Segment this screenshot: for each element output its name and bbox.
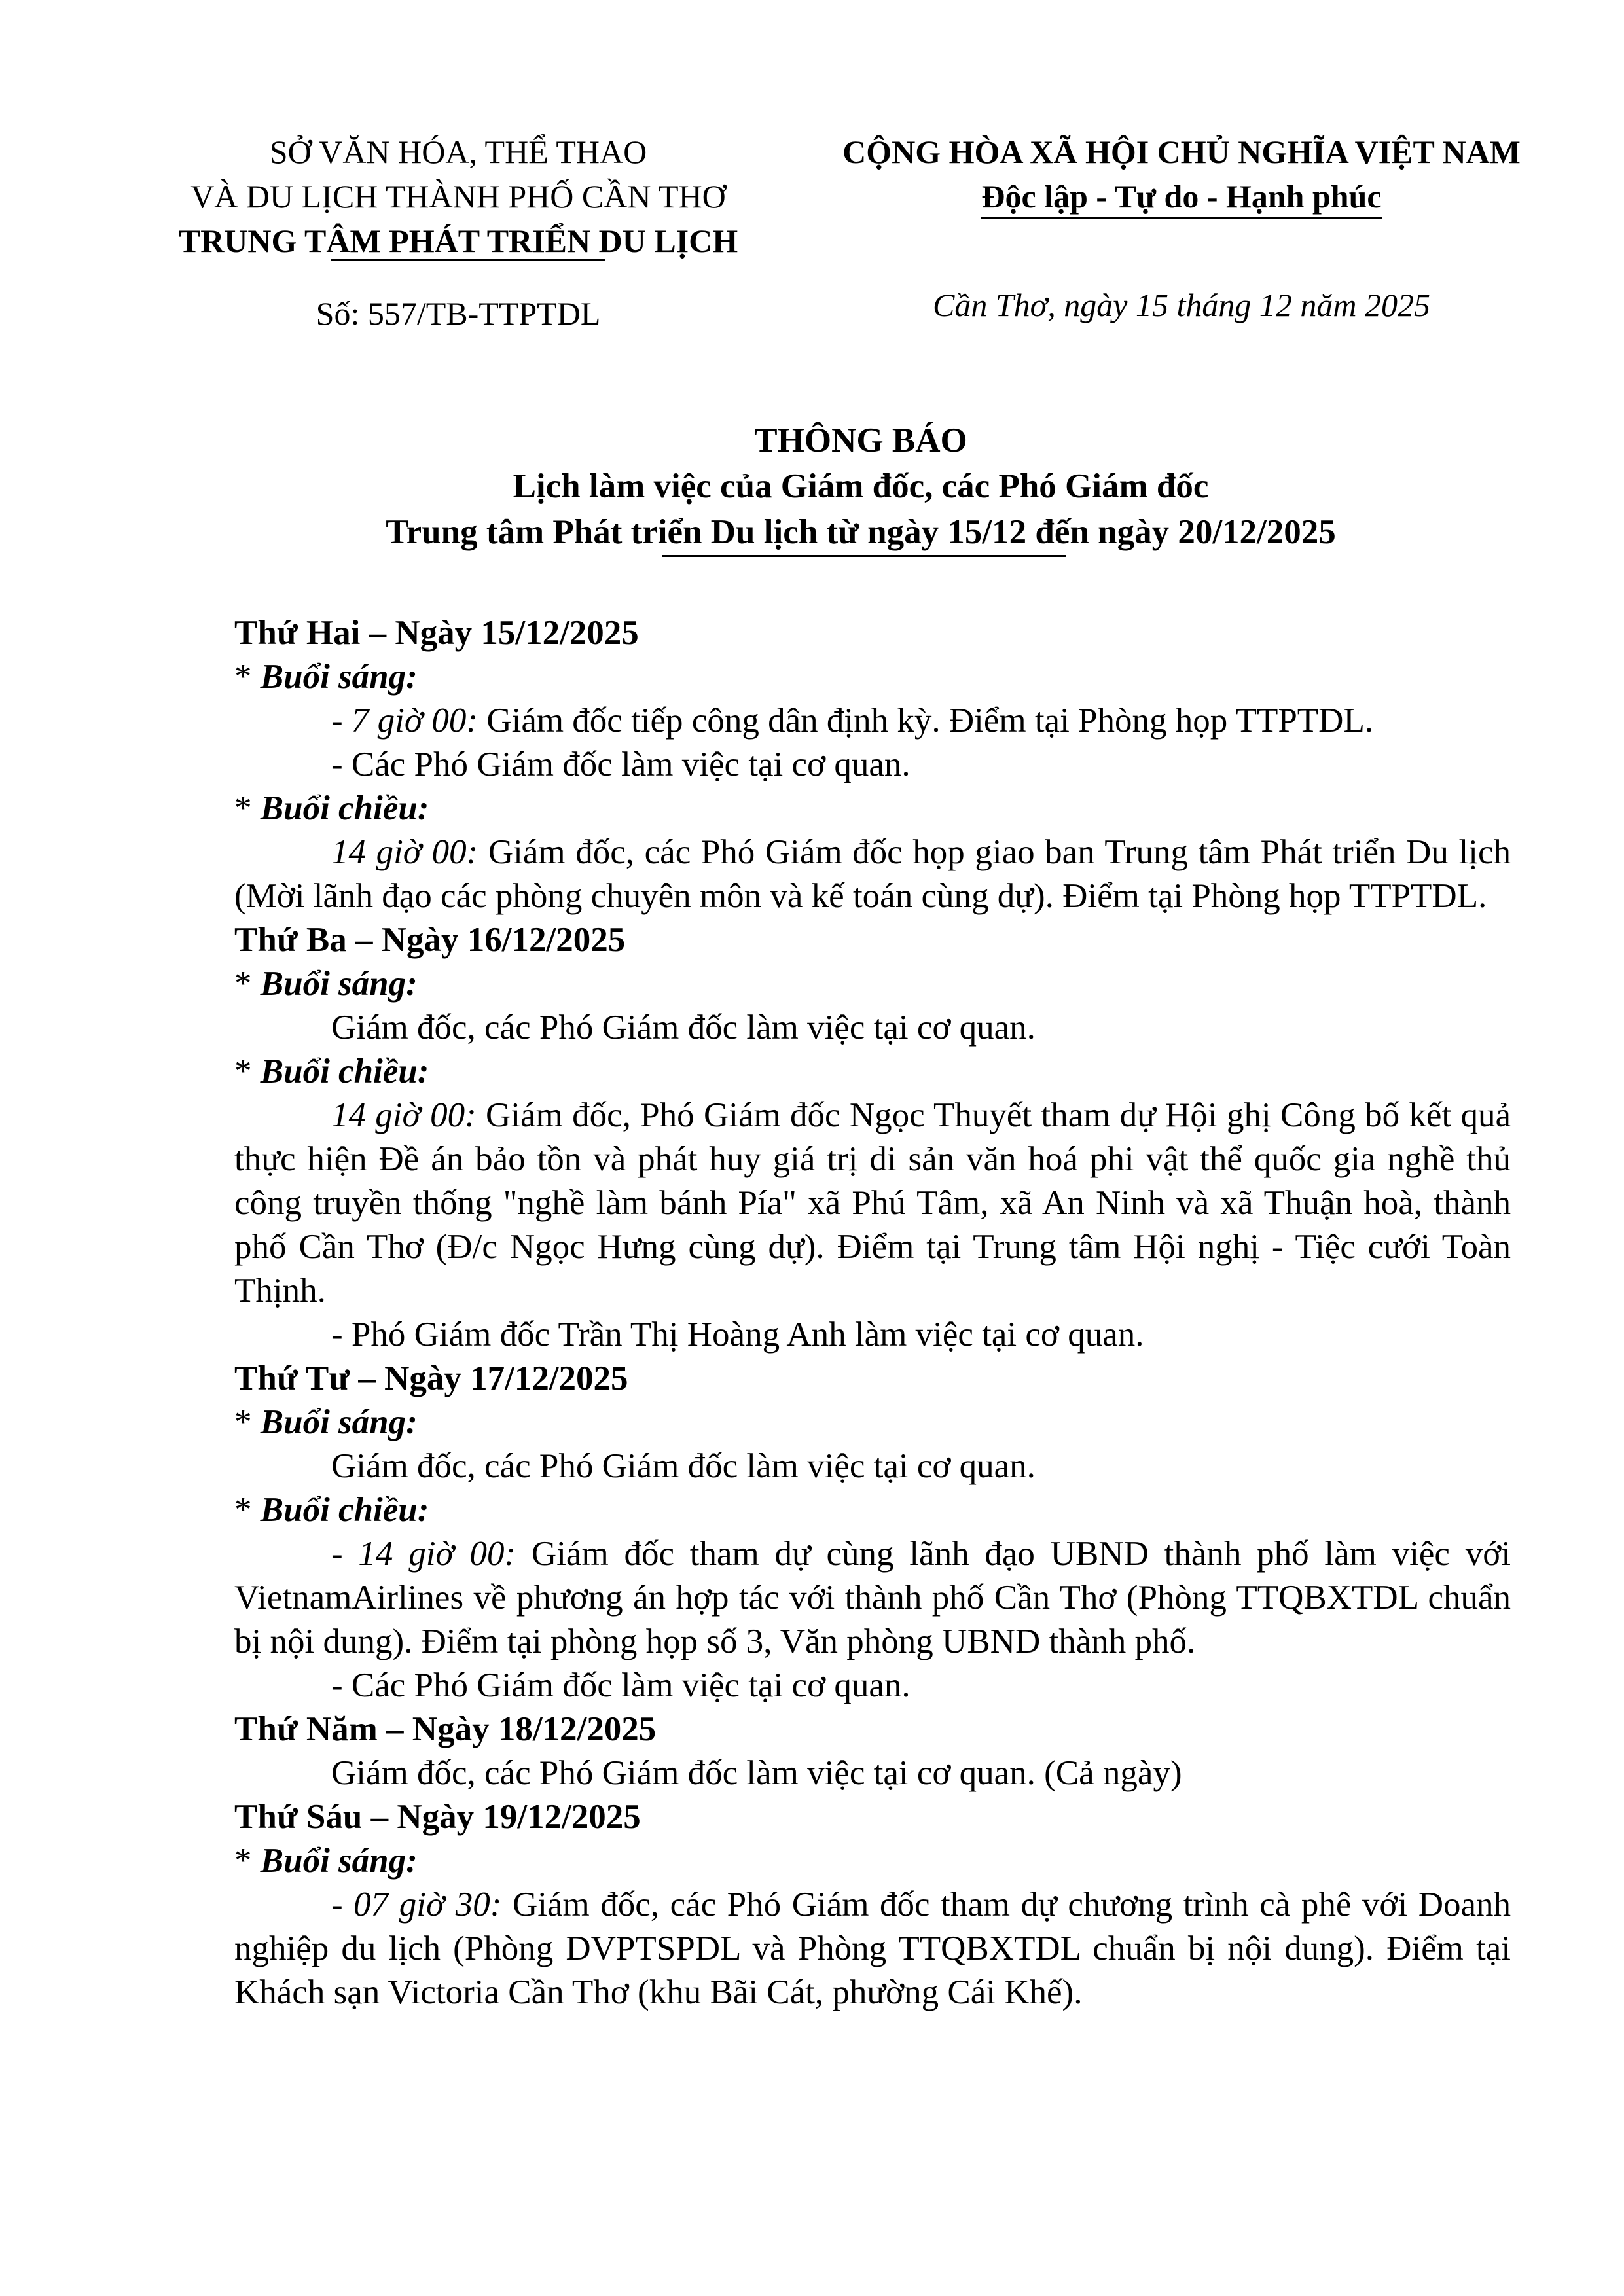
schedule-entry: - 14 giờ 00: Giám đốc tham dự cùng lãnh đạo UBND thành phố làm việc với VietnamAirlines về phương án hợp tác với thành phố Cần Thơ (Phòng TTQBXTDL chuẩn bị nội dung). Điểm tại phòng họp số 3, Văn phòng UBND thành phố. (234, 1535, 1511, 1660)
title-type: THÔNG BÁO (754, 422, 967, 459)
schedule-entry: 14 giờ 00: Giám đốc, Phó Giám đốc Ngọc Thuyết tham dự Hội ghị Công bố kết quả thực hiện Đề án bảo tồn và phát huy giá trị di sản văn hoá phi vật thể quốc gia nghề thủ công truyền thống "nghề làm bánh Pía" xã Phú Tâm, xã An Ninh và xã Thuận hoà, thành phố Cần Thơ (Đ/c Ngọc Hưng cùng dự). Điểm tại Trung tâm Hội nghị - Tiệc cưới Toàn Thịnh. (234, 1096, 1511, 1310)
schedule-entry: - 07 giờ 30: Giám đốc, các Phó Giám đốc tham dự chương trình cà phê với Doanh nghiệp du lịch (Phòng DVPTSPDL và Phòng TTQBXTDL chuẩn bị nội dung). Điểm tại Khách sạn Victoria Cần Thơ (khu Bãi Cát, phường Cái Khế). (234, 1886, 1511, 2011)
schedule-entry: - Các Phó Giám đốc làm việc tại cơ quan. (331, 1666, 911, 1704)
day-heading-thursday: Thứ Năm – Ngày 18/12/2025 (234, 1710, 657, 1748)
agency-parent-line2: VÀ DU LỊCH THÀNH PHỐ CẦN THƠ (190, 178, 726, 215)
schedule-entry: - Các Phó Giám đốc làm việc tại cơ quan. (331, 745, 911, 783)
schedule-entry: 14 giờ 00: Giám đốc, các Phó Giám đốc họp giao ban Trung tâm Phát triển Du lịch (Mời lãnh đạo các phòng chuyên môn và kế toán cùng dự). Điểm tại Phòng họp TTPTDL. (234, 833, 1511, 915)
national-motto: Độc lập - Tự do - Hạnh phúc (981, 176, 1381, 219)
title-underline (662, 555, 1066, 557)
day-heading-monday: Thứ Hai – Ngày 15/12/2025 (234, 614, 639, 652)
session-afternoon: * Buổi chiều: (234, 1052, 429, 1090)
schedule-entry: Giám đốc, các Phó Giám đốc làm việc tại cơ quan. (Cả ngày) (331, 1754, 1182, 1792)
day-heading-friday: Thứ Sáu – Ngày 19/12/2025 (234, 1798, 641, 1836)
document-number: Số: 557/TB-TTPTDL (316, 295, 601, 332)
schedule-entry: Giám đốc, các Phó Giám đốc làm việc tại cơ quan. (331, 1009, 1036, 1047)
day-heading-wednesday: Thứ Tư – Ngày 17/12/2025 (234, 1359, 628, 1397)
session-morning: * Buổi sáng: (234, 1842, 418, 1880)
schedule-entry: Giám đốc, các Phó Giám đốc làm việc tại cơ quan. (331, 1447, 1036, 1485)
session-afternoon: * Buổi chiều: (234, 1491, 429, 1529)
day-heading-tuesday: Thứ Ba – Ngày 16/12/2025 (234, 921, 626, 959)
session-afternoon: * Buổi chiều: (234, 789, 429, 827)
session-morning: * Buổi sáng: (234, 658, 418, 696)
session-morning: * Buổi sáng: (234, 965, 418, 1003)
title-period: Trung tâm Phát triển Du lịch từ ngày 15/12 đến ngày 20/12/2025 (386, 513, 1336, 551)
title-subject: Lịch làm việc của Giám đốc, các Phó Giám đốc (513, 467, 1209, 505)
agency-parent-line1: SỞ VĂN HÓA, THỂ THAO (269, 134, 647, 170)
issuing-agency (131, 130, 785, 263)
document-title (131, 418, 1591, 555)
schedule-entry: - Phó Giám đốc Trần Thị Hoàng Anh làm việc tại cơ quan. (331, 1316, 1144, 1354)
schedule-entry: - 7 giờ 00: Giám đốc tiếp công dân định kỳ. Điểm tại Phòng họp TTPTDL. (331, 702, 1374, 740)
nation-name: CỘNG HÒA XÃ HỘI CHỦ NGHĨA VIỆT NAM (842, 134, 1521, 170)
agency-name: TRUNG TÂM PHÁT TRIỂN DU LỊCH (178, 223, 738, 259)
session-morning: * Buổi sáng: (234, 1403, 418, 1441)
national-header (802, 130, 1561, 219)
schedule-body (234, 611, 1511, 2015)
place-date: Cần Thơ, ngày 15 tháng 12 năm 2025 (932, 287, 1431, 323)
agency-underline (331, 259, 605, 261)
